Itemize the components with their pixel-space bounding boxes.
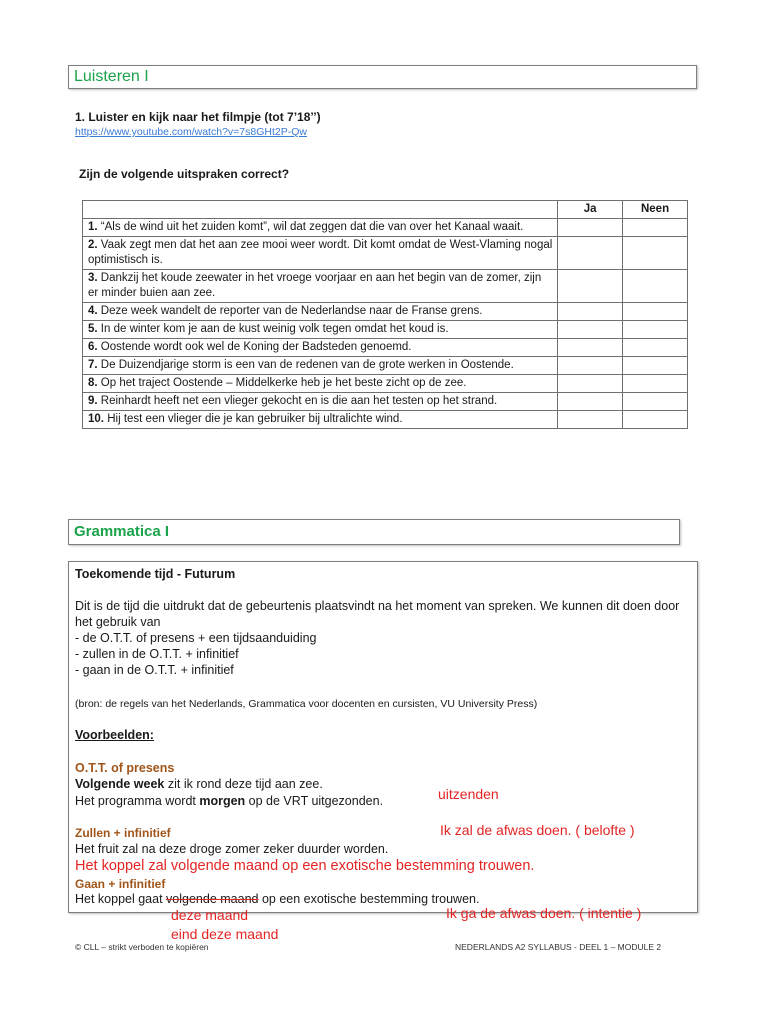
table-row [83, 303, 688, 321]
grammar-title: Grammatica I [74, 523, 170, 540]
statement-header [83, 201, 558, 219]
table-row [83, 270, 688, 303]
zullen-example: Het fruit zal na deze droge zomer zeker duurder worden. [75, 842, 389, 856]
statement-text: Hij test een vlieger die je kan gebruiker bij ultralichte wind. [107, 413, 403, 425]
gaan-label: Gaan + infinitief [75, 877, 166, 891]
statement-cell [83, 393, 558, 411]
annotation-uitzenden: uitzenden [438, 786, 499, 802]
yes-answer-cell[interactable] [558, 303, 623, 321]
statement-cell [83, 303, 558, 321]
statement-cell [83, 270, 558, 303]
statement-text: Op het traject Oostende – Middelkerke heb je het beste zicht op de zee. [100, 377, 467, 389]
no-answer-cell[interactable] [623, 357, 688, 375]
table-row [83, 357, 688, 375]
statement-number: 10. [88, 413, 104, 425]
statement-number: 5. [88, 323, 98, 335]
no-answer-cell[interactable] [623, 375, 688, 393]
yes-answer-cell[interactable] [558, 237, 623, 270]
grammar-list-2: - zullen in de O.T.T. + infinitief [75, 647, 239, 661]
yes-answer-cell[interactable] [558, 393, 623, 411]
ott-example-2-post: op de VRT uitgezonden. [245, 794, 384, 808]
no-answer-cell[interactable] [623, 270, 688, 303]
table-row [83, 375, 688, 393]
statement-number: 8. [88, 377, 98, 389]
statement-text: In de winter kom je aan de kust weinig volk tegen omdat het koud is. [100, 323, 449, 335]
yes-answer-cell[interactable] [558, 270, 623, 303]
table-row [83, 339, 688, 357]
no-answer-cell[interactable] [623, 393, 688, 411]
yes-answer-cell[interactable] [558, 411, 623, 429]
statement-cell [83, 411, 558, 429]
statement-cell [83, 219, 558, 237]
no-answer-cell[interactable] [623, 303, 688, 321]
zullen-label: Zullen + infinitief [75, 826, 171, 840]
grammar-list-3: - gaan in de O.T.T. + infinitief [75, 663, 234, 677]
table-row [83, 393, 688, 411]
statements-table [82, 200, 688, 429]
statement-number: 4. [88, 305, 98, 317]
statement-cell [83, 375, 558, 393]
yes-answer-cell[interactable] [558, 375, 623, 393]
grammar-source: (bron: de regels van het Nederlands, Grammatica voor docenten en cursisten, VU University Press) [75, 698, 538, 710]
ott-example-1-time: Volgende week [75, 777, 165, 791]
grammar-heading: Toekomende tijd - Futurum [75, 567, 236, 581]
statement-cell [83, 357, 558, 375]
ott-example-1-rest: zit ik rond deze tijd aan zee. [164, 777, 323, 791]
annotation-belofte: Ik zal de afwas doen. ( belofte ) [440, 822, 635, 838]
statement-text: Deze week wandelt de reporter van de Nederlandse naar de Franse grens. [100, 305, 483, 317]
ott-example-2 [75, 793, 383, 809]
yes-answer-cell[interactable] [558, 339, 623, 357]
statement-number: 7. [88, 359, 98, 371]
yes-answer-cell[interactable] [558, 357, 623, 375]
grammar-intro: Dit is de tijd die uitdrukt dat de gebeurtenis plaatsvindt na het moment van spreken. We kunnen dit doen door het gebruik van [75, 599, 680, 629]
statement-number: 6. [88, 341, 98, 353]
gaan-example-post: op een exotische bestemming trouwen. [258, 892, 480, 906]
table-row [83, 411, 688, 429]
no-column-header: Neen [623, 201, 688, 219]
no-answer-cell[interactable] [623, 411, 688, 429]
ott-example-1 [75, 776, 323, 792]
no-answer-cell[interactable] [623, 339, 688, 357]
statement-cell [83, 339, 558, 357]
statement-number: 2. [88, 239, 98, 251]
statement-number: 9. [88, 395, 98, 407]
statement-cell [83, 237, 558, 270]
gaan-example-pre: Het koppel gaat [75, 892, 167, 906]
statement-text: Oostende wordt ook wel de Koning der Badsteden genoemd. [100, 341, 412, 353]
statement-cell [83, 321, 558, 339]
annotation-eind-deze-maand: eind deze maand [171, 926, 279, 942]
listening-section-header [68, 65, 697, 89]
no-answer-cell[interactable] [623, 321, 688, 339]
gaan-example [75, 891, 479, 907]
footer-module: NEDERLANDS A2 SYLLABUS - DEEL 1 – MODULE 2 [455, 942, 662, 952]
statement-number: 3. [88, 272, 98, 284]
statement-text: Vaak zegt men dat het aan zee mooi weer wordt. Dit komt omdat de West-Vlaming nogal optimistisch is. [88, 239, 553, 266]
examples-label: Voorbeelden: [75, 728, 154, 742]
statement-text: Dankzij het koude zeewater in het vroege voorjaar en aan het begin van de zomer, zijn er minder buien aan zee. [88, 272, 542, 299]
statement-text: Reinhardt heeft net een vlieger gekocht en is die aan het testen op het strand. [100, 395, 498, 407]
gaan-example-struck: volgende maand [166, 892, 259, 906]
yes-answer-cell[interactable] [558, 321, 623, 339]
table-row [83, 219, 688, 237]
statement-text: “Als de wind uit het zuiden komt”, wil dat zeggen dat die van over het Kanaal waait. [100, 221, 524, 233]
grammar-section-header [68, 519, 680, 545]
annotation-koppel: Het koppel zal volgende maand op een exotische bestemming trouwen. [75, 858, 535, 874]
statement-number: 1. [88, 221, 98, 233]
yes-answer-cell[interactable] [558, 219, 623, 237]
table-header-row [83, 201, 688, 219]
question-heading: Zijn de volgende uitspraken correct? [79, 167, 290, 181]
ott-label: O.T.T. of presens [75, 761, 175, 775]
table-row [83, 237, 688, 270]
grammar-list-1: - de O.T.T. of presens + een tijdsaanduiding [75, 631, 317, 645]
ott-example-2-time: morgen [199, 794, 246, 808]
listening-title: Luisteren I [74, 68, 149, 85]
no-answer-cell[interactable] [623, 237, 688, 270]
annotation-deze-maand: deze maand [171, 907, 249, 923]
no-answer-cell[interactable] [623, 219, 688, 237]
video-link[interactable]: https://www.youtube.com/watch?v=7s8GHt2P-Qw [75, 126, 307, 138]
footer-copyright: © CLL – strikt verboden te kopiëren [75, 942, 209, 952]
statement-text: De Duizendjarige storm is een van de redenen van de grote werken in Oostende. [100, 359, 514, 371]
yes-column-header: Ja [558, 201, 623, 219]
ott-example-2-pre: Het programma wordt [75, 794, 200, 808]
exercise-title: 1. Luister en kijk naar het filmpje (tot 7’18’’) [75, 110, 321, 124]
annotation-intentie: Ik ga de afwas doen. ( intentie ) [446, 905, 642, 921]
table-row [83, 321, 688, 339]
